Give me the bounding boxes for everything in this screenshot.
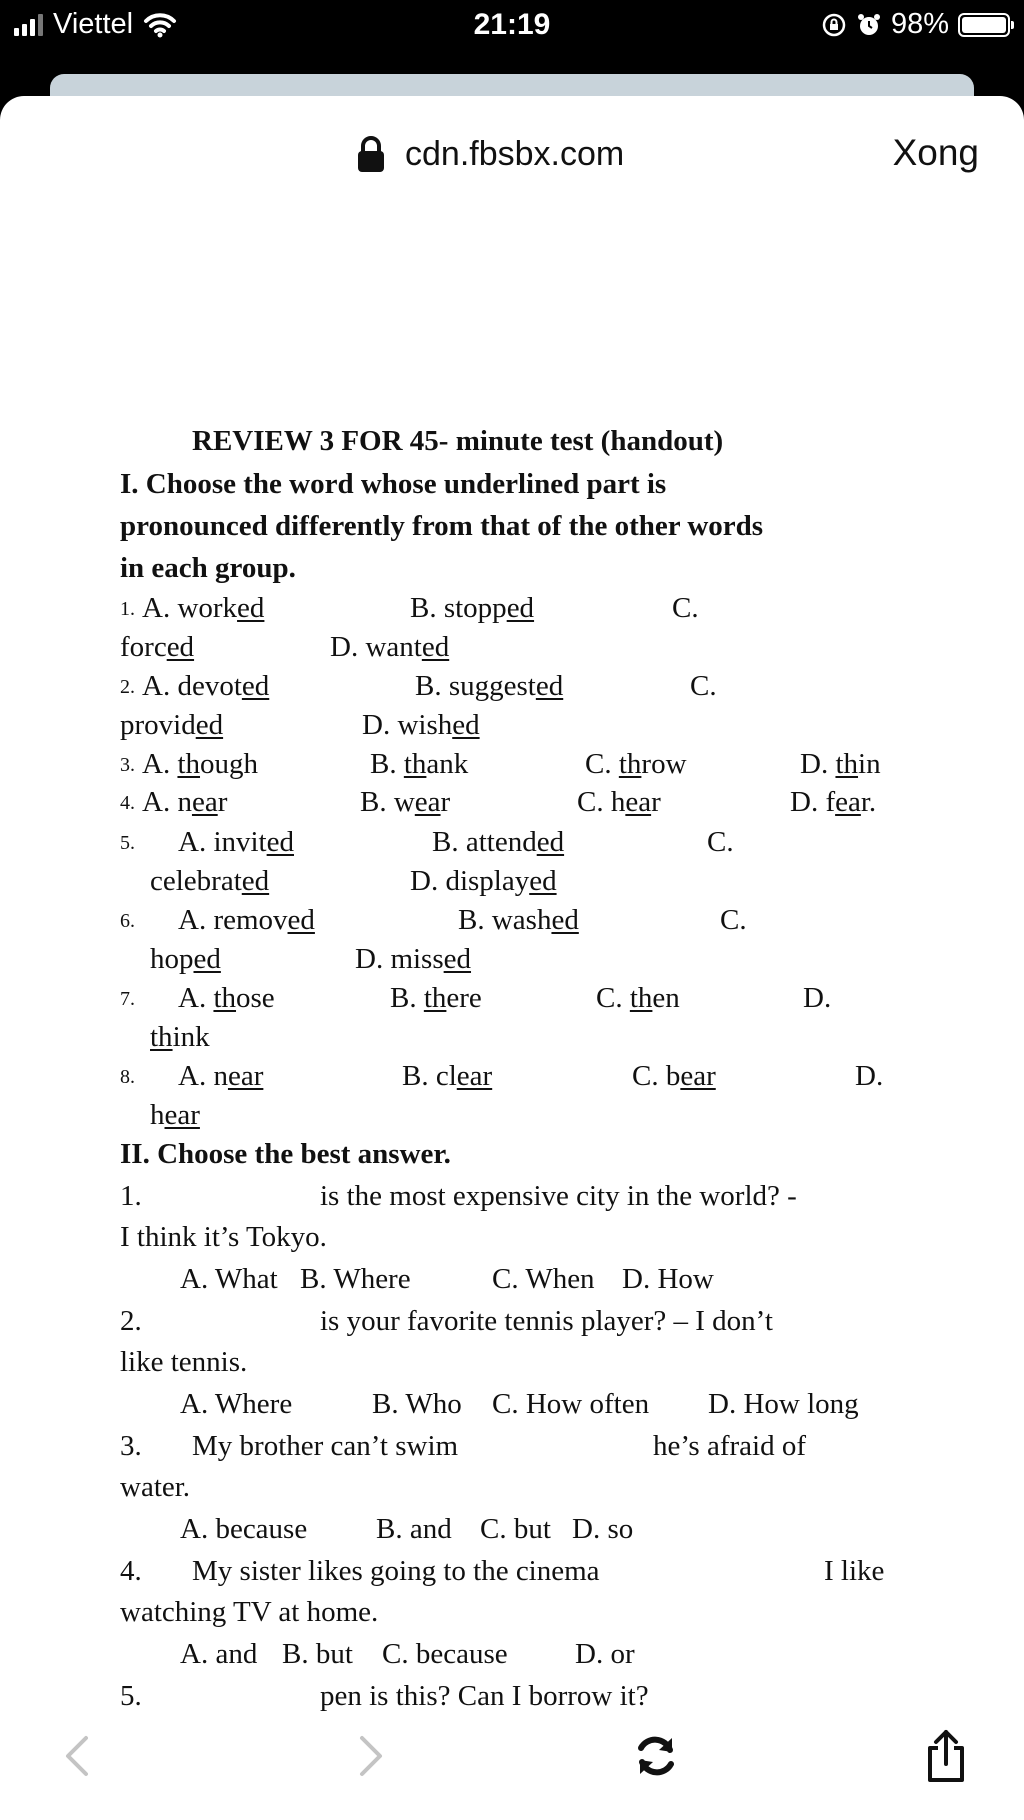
url-bar: [0, 96, 1024, 216]
battery-icon: [958, 13, 1010, 37]
alarm-icon: [856, 12, 882, 38]
share-icon: [916, 1726, 976, 1786]
forward-button[interactable]: [340, 1726, 400, 1786]
refresh-button[interactable]: [626, 1726, 686, 1786]
section1-heading: I. Choose the word whose underlined part is: [120, 468, 667, 500]
mc-question-3-cont: water.: [120, 1471, 191, 1503]
back-icon: [48, 1726, 108, 1786]
carrier-name: Viettel: [53, 8, 134, 40]
forward-icon: [340, 1726, 400, 1786]
mc-question-4-cont: watching TV at home.: [120, 1596, 379, 1628]
share-button[interactable]: [916, 1726, 976, 1786]
battery-percent: 98%: [890, 8, 949, 40]
page-title: REVIEW 3 FOR 45- minute test (handout): [192, 425, 724, 457]
done-button[interactable]: Xong: [892, 132, 979, 173]
mc-question-1-cont: I think it’s Tokyo.: [120, 1221, 327, 1253]
clock: 21:19: [473, 8, 551, 41]
browser-sheet: cdn.fbsbx.com Xong REVIEW 3 FOR 45- minute test (handout) I. Choose the word whose underlined part is pronounced differently from that of the other words in each group. 1. A. worked B. stopped C. forced D. wanted 2. A. devoted B. suggested C. provided D. wished 3. A. though B. thank C. throw D. thin 4. A. near B. wear C. hear D. fear. 5. A. invited B. attended C. celebrated D. displayed 6. A. removed B. washed C. hoped D. missed 7. A. those B. there C. then D. think 8. A. near B. clear C. bear D. hear II. Choose the best answer. 1. is the most expensive city in the world? - I think it’s Tokyo. A. What B. Where C. When D. How 2. is your favorite tennis player? – I don’t like tennis. A. Where B. Who C. How often D. How long 3. My brother can’t swim he’s afraid of water. A. because B. and C. but D. so 4. My sister likes going to the cinema I like watching TV at home. A. and B. but C. because D. or 5. pen is this? Can I borrow it?: [0, 96, 1024, 1820]
orientation-lock-icon: [821, 12, 847, 38]
refresh-icon: [626, 1726, 686, 1786]
mc-question-2-cont: like tennis.: [120, 1346, 248, 1378]
url-text[interactable]: cdn.fbsbx.com: [405, 134, 625, 173]
section1-heading: in each group.: [120, 552, 296, 584]
lock-icon: [355, 134, 387, 174]
section1-heading: pronounced differently from that of the other words: [120, 510, 764, 542]
section2-heading: II. Choose the best answer.: [120, 1138, 451, 1170]
bottom-toolbar: [0, 1712, 1024, 1820]
back-button[interactable]: [48, 1726, 108, 1786]
status-bar: [0, 0, 1024, 60]
